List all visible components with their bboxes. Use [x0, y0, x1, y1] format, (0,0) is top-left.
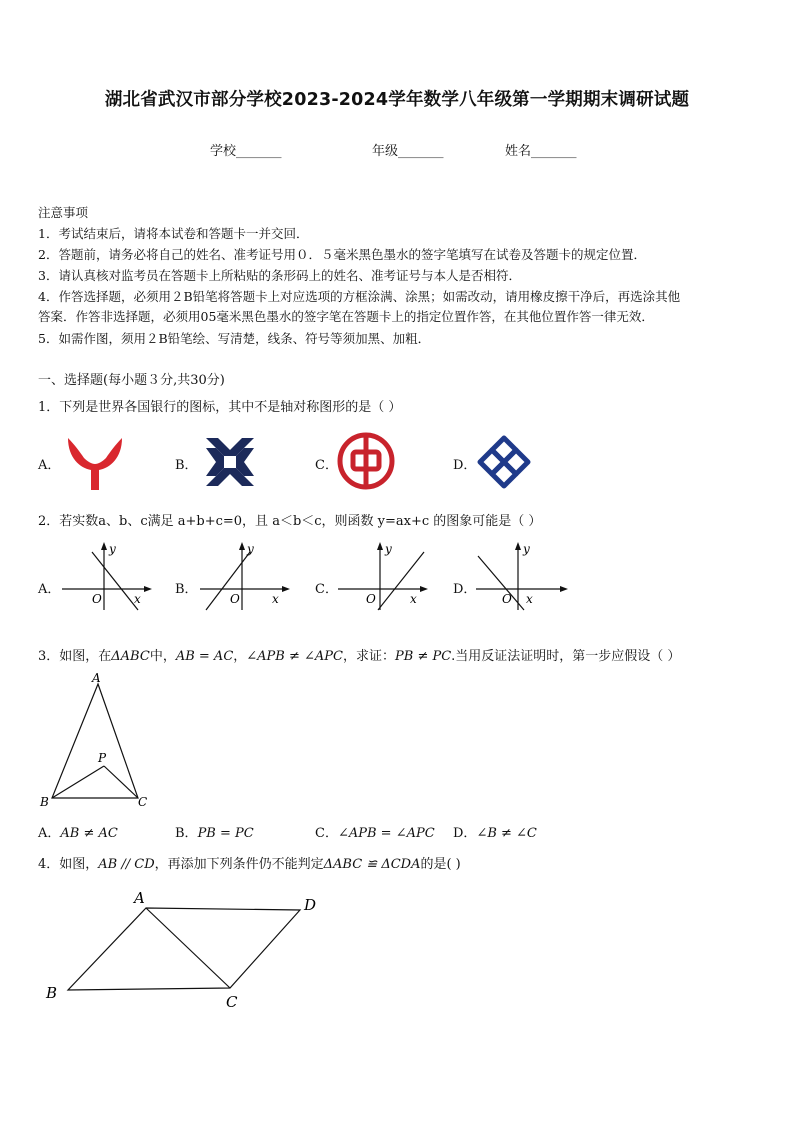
vertex-c-label: C [226, 993, 238, 1011]
question-4-stem: 4．如图，AB // CD，再添加下列条件仍不能判定ΔABC ≌ ΔCDA的是( ) [38, 857, 461, 872]
notice-item: 5．如需作图，须用２B铅笔绘、写清楚，线条、符号等须加黑、加粗． [38, 331, 431, 346]
notice-item: 答案．作答非选择题，必须用05毫米黑色墨水的签字笔在答题卡上的指定位置作答，在其他位置作答一律无效． [38, 309, 654, 324]
x-axis-label: x [526, 592, 533, 606]
notice-item: 3．请认真核对监考员在答题卡上所粘贴的条形码上的姓名、准考证号与本人是否相符． [38, 268, 521, 283]
q2-option-d-label: D． [453, 582, 477, 597]
q2-graph-d [476, 540, 570, 612]
q2-graph-c [338, 540, 430, 612]
y-axis-label: y [109, 542, 116, 556]
question-3-stem: 3．如图，在ΔABC中，AB = AC，∠APB ≠ ∠APC，求证：PB ≠ PC.当用反证法证明时，第一步应假设（ ） [38, 649, 681, 664]
page-title: 湖北省武汉市部分学校2023-2024学年数学八年级第一学期期末调研试题 [104, 90, 690, 110]
question-2-stem: 2．若实数a、b、c满足 a+b+c=0，且 a＜b＜c，则函数 y=ax+c 的图象可能是（ ） [38, 514, 542, 529]
q4-parallelogram-figure [40, 886, 330, 1016]
vertex-b-label: B [46, 984, 58, 1002]
origin-label: O [92, 592, 102, 606]
q2-graph-b [200, 540, 292, 612]
q3-option-a: A．AB ≠ AC [38, 826, 118, 841]
vertex-a-label: A [92, 671, 101, 685]
x-axis-label: x [134, 592, 141, 606]
q2-option-a-label: A． [38, 582, 61, 597]
bank-logo-a-icon [64, 432, 126, 494]
question-1-stem: 1．下列是世界各国银行的图标，其中不是轴对称图形的是（ ） [38, 400, 402, 415]
vertex-b-label: B [40, 795, 49, 809]
q2-option-c-label: C． [315, 582, 338, 597]
origin-label: O [502, 592, 512, 606]
notice-item: 1．考试结束后，请将本试卷和答题卡一并交回． [38, 226, 309, 241]
q3-option-c: C．∠APB = ∠APC [315, 826, 435, 841]
section-heading: 一、选择题(每小题３分,共30分) [38, 373, 225, 388]
bank-logo-c-icon [337, 432, 395, 490]
vertex-c-label: C [138, 795, 148, 809]
point-p-label: P [98, 751, 107, 765]
q2-graph-a [62, 540, 154, 612]
origin-label: O [230, 592, 240, 606]
x-axis-label: x [410, 592, 417, 606]
name-field: 姓名_______ [505, 144, 577, 159]
notice-item: 4．作答选择题，必须用２B铅笔将答题卡上对应选项的方框涂满、涂黑；如需改动，请用橡皮擦干净后，再选涂其他 [38, 289, 681, 304]
bank-logo-d-icon [474, 432, 534, 490]
q1-option-b-label: B． [175, 458, 198, 473]
y-axis-label: y [523, 542, 530, 556]
q2-option-b-label: B． [175, 582, 198, 597]
q1-option-a-label: A． [38, 458, 61, 473]
y-axis-label: y [247, 542, 254, 556]
notice-item: 2．答题前，请务必将自己的姓名、准考证号用０．５毫米黑色墨水的签字笔填写在试卷及答题卡的规定位置． [38, 247, 646, 262]
y-axis-label: y [385, 542, 392, 556]
q3-option-d: D．∠B ≠ ∠C [453, 826, 537, 841]
q3-triangle-figure [38, 672, 158, 812]
q3-option-b: B．PB = PC [175, 826, 254, 841]
vertex-a-label: A [134, 889, 145, 907]
grade-field: 年级_______ [372, 144, 444, 159]
vertex-d-label: D [304, 896, 317, 914]
bank-logo-b-icon [202, 434, 258, 490]
x-axis-label: x [272, 592, 279, 606]
notice-heading: 注意事项 [38, 205, 89, 220]
school-field: 学校_______ [210, 144, 282, 159]
origin-label: O [366, 592, 376, 606]
q1-option-c-label: C． [315, 458, 338, 473]
q1-option-d-label: D． [453, 458, 477, 473]
